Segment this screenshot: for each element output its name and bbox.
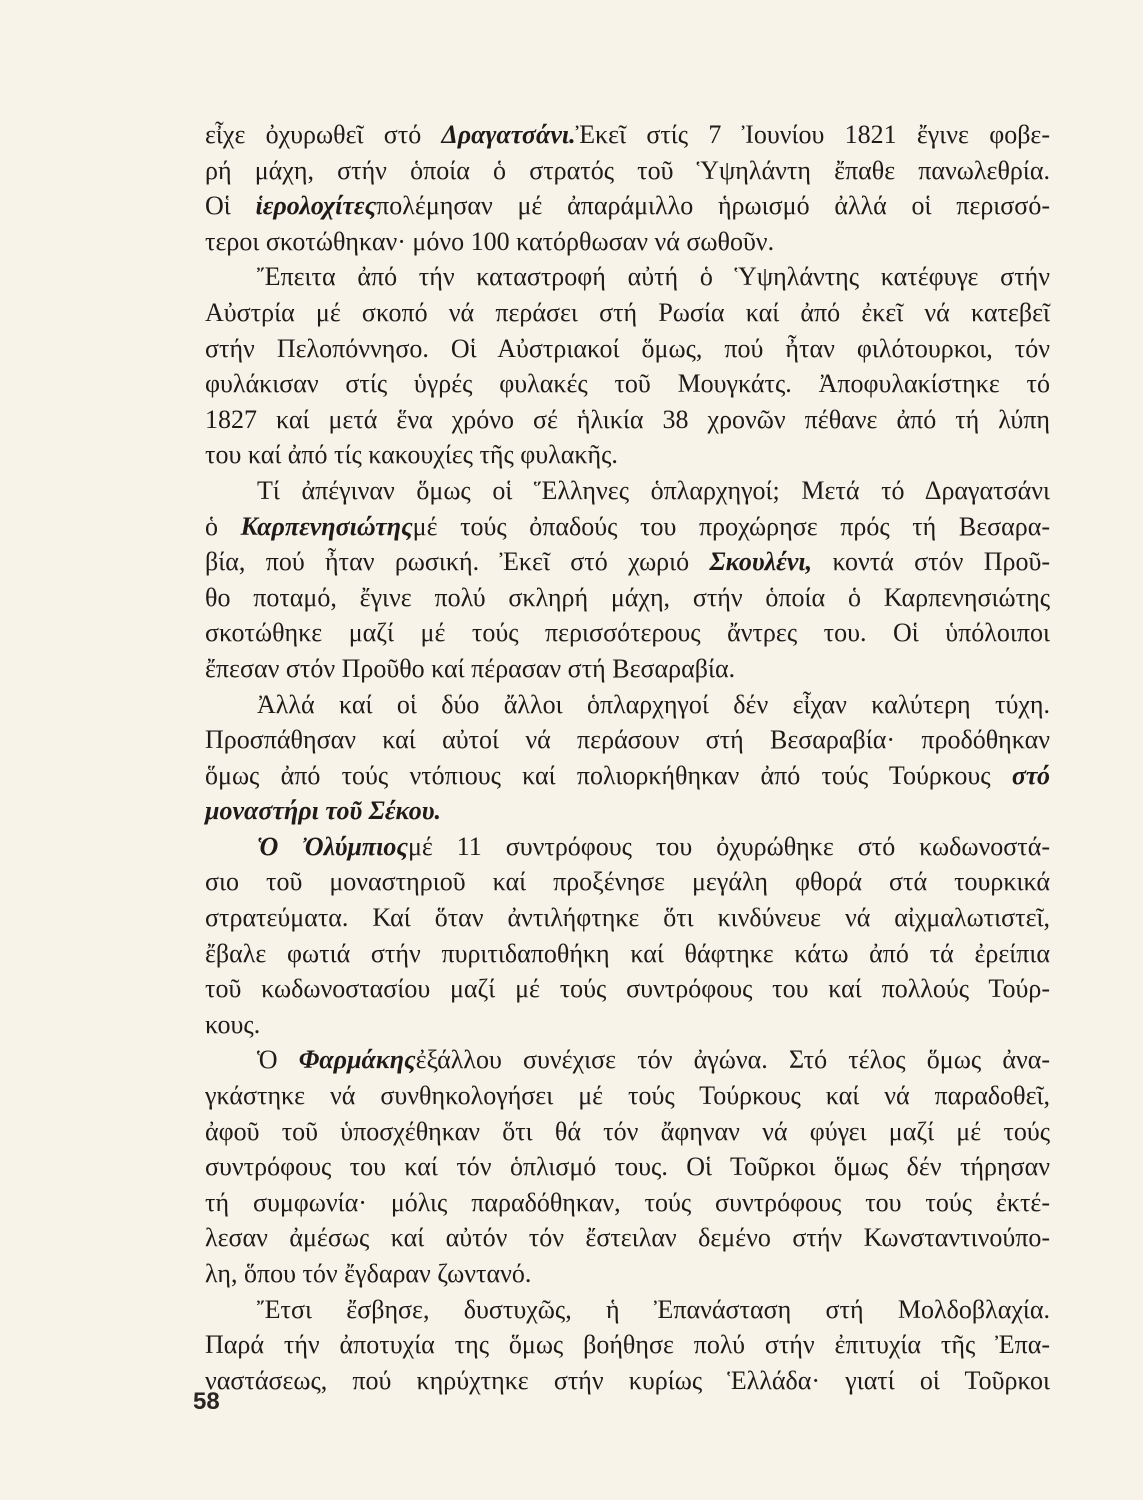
text-run: τή συμφωνία· μόλις παραδόθηκαν, τούς συντρόφους του τούς ἐκτέ- bbox=[205, 1187, 1050, 1217]
text-line bbox=[205, 366, 1050, 402]
emphasized-text: Ὁ Ὀλύμπιος bbox=[257, 831, 408, 861]
text-run: ἔπεσαν στόν Προῦθο καί πέρασαν στή Βεσαραβία. bbox=[205, 653, 736, 683]
text-run: Ἔτσι ἔσβησε, δυστυχῶς, ἡ Ἐπανάσταση στή Μολδοβλαχία. bbox=[257, 1294, 1050, 1324]
text-line bbox=[205, 473, 1050, 509]
emphasized-text: Δραγατσάνι. bbox=[441, 120, 576, 149]
emphasized-text: Φαρμάκης bbox=[298, 1045, 416, 1075]
emphasized-text: Σκουλένι, bbox=[709, 547, 813, 577]
text-line bbox=[205, 1007, 1050, 1043]
text-run: λη, ὅπου τόν ἔγδαραν ζωντανό. bbox=[205, 1259, 532, 1288]
text-run: του καί ἀπό τίς κακουχίες τῆς φυλακῆς. bbox=[205, 440, 618, 470]
text-run: εἶχε ὀχυρωθεῖ στό bbox=[205, 120, 442, 149]
text-run: πολέμησαν μέ ἀπαράμιλλο ἡρωισμό ἀλλά οἱ περισσό- bbox=[376, 191, 1050, 221]
text-run: Τί ἀπέγιναν ὅμως οἱ Ἕλληνες ὁπλαρχηγοί; Μετά τό Δραγατσάνι bbox=[257, 475, 1050, 505]
text-run: Οἱ bbox=[205, 191, 256, 221]
text-run: Ὁ bbox=[257, 1045, 299, 1075]
text-run: ὅμως ἀπό τούς ντόπιους καί πολιορκήθηκαν ἀπό τούς Τούρκους bbox=[205, 760, 1012, 790]
text-line bbox=[205, 1256, 1050, 1292]
text-run: Παρά τήν ἀποτυχία της ὅμως βοήθησε πολύ στήν ἐπιτυχία τῆς Ἐπα- bbox=[205, 1330, 1050, 1360]
page-text bbox=[205, 117, 1050, 1398]
text-run: ρή μάχη, στήν ὁποία ὁ στρατός τοῦ Ὑψηλάντη ἔπαθε πανωλεθρία. bbox=[205, 155, 1050, 185]
text-line bbox=[205, 615, 1050, 651]
text-run: φυλάκισαν στίς ὑγρές φυλακές τοῦ Μουγκάτς. Ἀποφυλακίστηκε τό bbox=[205, 369, 1050, 399]
text-line bbox=[205, 544, 1050, 580]
text-line bbox=[205, 1078, 1050, 1114]
text-line bbox=[205, 971, 1050, 1007]
text-run: ἀφοῦ τοῦ ὑποσχέθηκαν ὅτι θά τόν ἄφηναν νά φύγει μαζί μέ τούς bbox=[205, 1116, 1050, 1146]
text-run: μέ τούς ὀπαδούς του προχώρησε πρός τή Βεσαρα- bbox=[412, 511, 1051, 541]
text-line bbox=[205, 864, 1050, 900]
text-run: σκοτώθηκε μαζί μέ τούς περισσότερους ἄντρες του. Οἱ ὑπόλοιποι bbox=[205, 618, 1050, 648]
text-line bbox=[205, 259, 1050, 295]
emphasized-text: μοναστήρι τοῦ Σέκου. bbox=[205, 796, 442, 826]
text-line bbox=[205, 295, 1050, 331]
text-run: ὁ bbox=[205, 511, 241, 541]
text-line bbox=[205, 1149, 1050, 1185]
text-line bbox=[205, 829, 1050, 865]
text-run: Ἐκεῖ στίς 7 Ἰουνίου 1821 ἔγινε φοβε- bbox=[575, 120, 1051, 149]
text-run: τεροι σκοτώθηκαν· μόνο 100 κατόρθωσαν νά σωθοῦν. bbox=[205, 226, 775, 256]
text-line bbox=[205, 117, 1050, 153]
text-run: ἐξάλλου συνέχισε τόν ἀγώνα. Στό τέλος ὅμως ἀνα- bbox=[415, 1045, 1050, 1075]
text-line bbox=[205, 722, 1050, 758]
text-line bbox=[205, 580, 1050, 616]
text-line bbox=[205, 1327, 1050, 1363]
text-run: 1827 καί μετά ἕνα χρόνο σέ ἡλικία 38 χρονῶν πέθανε ἀπό τή λύπη bbox=[205, 404, 1050, 434]
text-run: στήν Πελοπόννησο. Οἱ Αὐστριακοί ὅμως, πού ἦταν φιλότουρκοι, τόν bbox=[205, 333, 1050, 363]
text-line bbox=[205, 1185, 1050, 1221]
text-line bbox=[205, 188, 1050, 224]
text-line bbox=[205, 900, 1050, 936]
emphasized-text: στό bbox=[1011, 760, 1050, 790]
text-line bbox=[205, 1042, 1050, 1078]
text-run: γκάστηκε νά συνθηκολογήσει μέ τούς Τούρκους καί νά παραδοθεῖ, bbox=[205, 1081, 1050, 1111]
text-run: βία, πού ἦταν ρωσική. Ἐκεῖ στό χωριό bbox=[205, 547, 710, 577]
text-line bbox=[205, 936, 1050, 972]
text-line bbox=[205, 224, 1050, 260]
text-line bbox=[205, 1363, 1050, 1399]
text-line bbox=[205, 687, 1050, 723]
text-run: θο ποταμό, ἔγινε πολύ σκληρή μάχη, στήν ὁποία ὁ Καρπενησιώτης bbox=[205, 582, 1050, 612]
text-line bbox=[205, 509, 1050, 545]
text-run: ναστάσεως, πού κηρύχτηκε στήν κυρίως Ἑλλάδα· γιατί οἱ Τοῦρκοι bbox=[205, 1365, 1050, 1395]
emphasized-text: Καρπενησιώτης bbox=[240, 511, 413, 541]
text-run: ἔβαλε φωτιά στήν πυριτιδαποθήκη καί θάφτηκε κάτω ἀπό τά ἐρείπια bbox=[205, 938, 1050, 968]
text-line bbox=[205, 758, 1050, 794]
text-line bbox=[205, 402, 1050, 438]
text-run: κοντά στόν Προῦ- bbox=[812, 547, 1051, 577]
text-run: στρατεύματα. Καί ὅταν ἀντιλήφτηκε ὅτι κινδύνευε νά αἰχμαλωτιστεῖ, bbox=[205, 903, 1050, 933]
text-line bbox=[205, 153, 1050, 189]
text-line bbox=[205, 1292, 1050, 1328]
text-run: Ἀλλά καί οἱ δύο ἄλλοι ὁπλαρχηγοί δέν εἶχαν καλύτερη τύχη. bbox=[257, 689, 1050, 719]
text-line bbox=[205, 437, 1050, 473]
text-run: σιο τοῦ μοναστηριοῦ καί προξένησε μεγάλη φθορά στά τουρκικά bbox=[205, 867, 1050, 897]
text-run: Ἔπειτα ἀπό τήν καταστροφή αὐτή ὁ Ὑψηλάντης κατέφυγε στήν bbox=[257, 262, 1050, 292]
text-run: λεσαν ἀμέσως καί αὐτόν τόν ἔστειλαν δεμένο στήν Κωνσταντινούπο- bbox=[205, 1223, 1050, 1253]
emphasized-text: ἱερολοχίτες bbox=[255, 191, 377, 221]
text-line bbox=[205, 1114, 1050, 1150]
text-run: Προσπάθησαν καί αὐτοί νά περάσουν στή Βεσαραβία· προδόθηκαν bbox=[205, 725, 1050, 755]
text-run: μέ 11 συντρόφους του ὀχυρώθηκε στό κωδωνοστά- bbox=[407, 831, 1050, 861]
text-run: Αὐστρία μέ σκοπό νά περάσει στή Ρωσία καί ἀπό ἐκεῖ νά κατεβεῖ bbox=[205, 297, 1050, 327]
text-line bbox=[205, 1220, 1050, 1256]
text-line bbox=[205, 793, 1050, 829]
text-run: συντρόφους του καί τόν ὁπλισμό τους. Οἱ Τοῦρκοι ὅμως δέν τήρησαν bbox=[205, 1152, 1050, 1182]
page-number: 58 bbox=[193, 1388, 220, 1415]
text-run: τοῦ κωδωνοστασίου μαζί μέ τούς συντρόφους του καί πολλούς Τούρ- bbox=[205, 974, 1050, 1004]
text-line bbox=[205, 651, 1050, 687]
text-run: κους. bbox=[205, 1009, 261, 1039]
text-line bbox=[205, 331, 1050, 367]
